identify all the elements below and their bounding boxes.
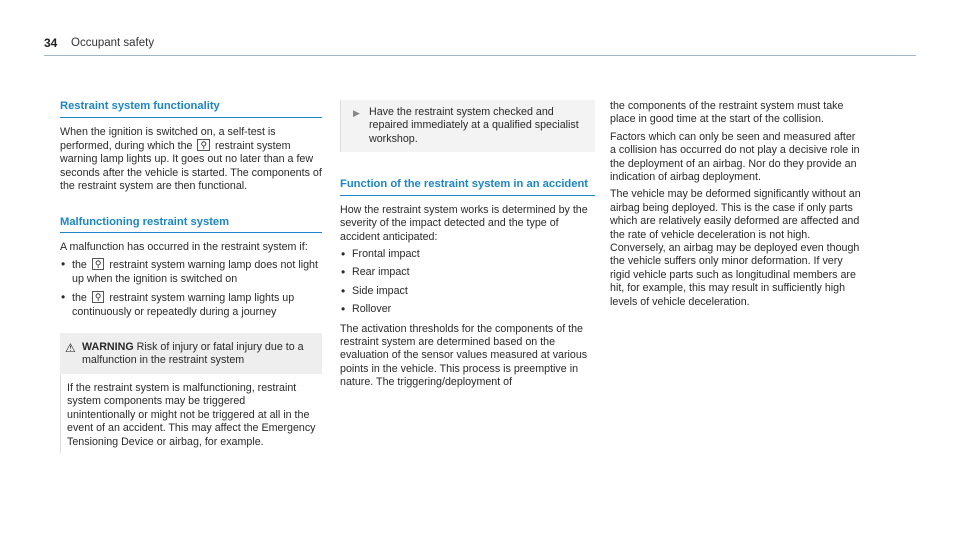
play-arrow-icon: ▶ bbox=[353, 108, 360, 118]
header-divider bbox=[44, 55, 916, 56]
deployment-timing-paragraph: the components of the restraint system must take place in good time at the start of the collision. bbox=[610, 100, 844, 126]
restraint-warning-lamp-icon: ⚲ bbox=[92, 291, 105, 303]
accident-intro: How the restraint system works is determined by the severity of the impact detected and the type of accident anticipated: bbox=[340, 203, 588, 243]
list-item: • Frontal impact bbox=[341, 246, 420, 261]
list-item: • Side impact bbox=[341, 283, 408, 298]
bullet: • bbox=[61, 257, 66, 272]
list-item: • Rollover bbox=[341, 302, 392, 317]
section-heading-function-in-accident: Function of the restraint system in an accident bbox=[340, 178, 595, 196]
column-3 bbox=[610, 100, 862, 313]
bullet: • bbox=[61, 290, 66, 305]
section-heading-functionality: Restraint system functionality bbox=[60, 100, 322, 118]
warning-body: If the restraint system is malfunctioning, restraint system components may be triggered unintentionally or might not be triggered at all in the event of an accident. This may affect the Emergency Tensioning Device or airbag, for example. bbox=[60, 374, 322, 453]
deformation-paragraph: The vehicle may be deformed significantly without an airbag being deployed. This is the case if only parts which are relatively easily deformed are affected and the rate of vehicle deceleration is not high. Conversely, an airbag may be deployed even though the vehicle suffers only minor deformation. If very rigid vehicle parts such as longitudinal members are hit, for example, this may result in sufficiently high levels of vehicle deceleration. bbox=[610, 188, 861, 308]
warning-triangle-icon: ⚠ bbox=[65, 341, 76, 356]
note-text: Have the restraint system checked and repaired immediately at a qualified specialist workshop. bbox=[369, 106, 579, 145]
list-item: • Rear impact bbox=[341, 265, 410, 280]
bullet: • bbox=[341, 246, 346, 261]
factors-paragraph: Factors which can only be seen and measured after a collision has occurred do not play a decisive role in the deployment of an airbag. Nor do they provide an indication of airbag deployment. bbox=[610, 130, 860, 184]
warning-header bbox=[60, 333, 322, 374]
section-heading-malfunctioning: Malfunctioning restraint system bbox=[60, 216, 322, 234]
bullet: • bbox=[341, 283, 346, 298]
page-number: 34 bbox=[44, 36, 58, 50]
list-item: • the ⚲ restraint system warning lamp does not light up when the ignition is switched on bbox=[61, 257, 318, 285]
running-title: Occupant safety bbox=[71, 37, 155, 49]
bullet: • bbox=[341, 265, 346, 280]
bullet: • bbox=[341, 302, 346, 317]
impact-type-list bbox=[340, 248, 595, 317]
page-header bbox=[44, 36, 916, 56]
list-item: • the ⚲ restraint system warning lamp lights up continuously or repeatedly during a journey bbox=[61, 290, 295, 318]
warning-box bbox=[60, 333, 322, 453]
column-1 bbox=[60, 100, 322, 453]
column-2 bbox=[340, 100, 595, 394]
restraint-warning-lamp-icon: ⚲ bbox=[197, 139, 210, 151]
malfunction-intro: A malfunction has occurred in the restraint system if: bbox=[60, 241, 308, 254]
malfunction-list bbox=[60, 258, 322, 319]
restraint-warning-lamp-icon: ⚲ bbox=[92, 258, 105, 270]
warning-label: WARNING bbox=[82, 341, 134, 354]
warning-title: Risk of injury or fatal injury due to a malfunction in the restraint system bbox=[82, 341, 304, 367]
activation-paragraph: The activation thresholds for the components of the restraint system are determined based on the evaluation of the sensor values measured at various points in the vehicle. This process is preemptive in nature. The triggering/deployment of bbox=[340, 322, 588, 389]
note-box bbox=[340, 100, 595, 152]
functionality-paragraph: When the ignition is switched on, a self-test is performed, during which the ⚲ restraint system warning lamp lights up. It goes out no later than a few seconds after the vehicle is started. The components of the restraint system are then functional. bbox=[60, 125, 322, 193]
